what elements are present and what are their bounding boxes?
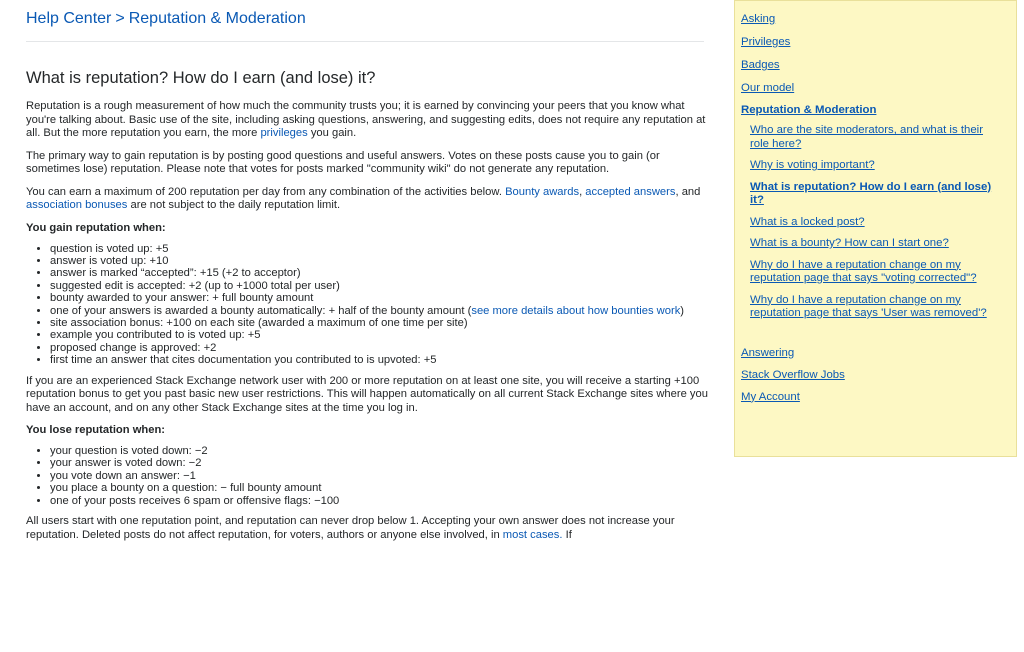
sidebar-group-reputation-moderation[interactable]: Reputation & Moderation [741, 104, 877, 116]
sidebar-sub-bounty[interactable]: What is a bounty? How can I start one? [750, 237, 949, 249]
list-item: • one of your posts receives 6 spam or offensive flags: −100 [50, 495, 716, 507]
sidebar-item-asking[interactable]: Asking [741, 13, 776, 25]
paragraph-intro [26, 100, 716, 141]
bounty-auto-text: one of your answers is awarded a bounty automatically: + half of the bounty amount ( [50, 304, 472, 317]
paragraph-network-bonus: If you are an experienced Stack Exchange network user with 200 or more reputation on at least one site, you will receive a starting +100 reputation bonus to get you past basic new user restrictions. This will happen automatically on all current Stack Exchange sites where you have an account, and on any other Stack Exchange sites at the time you log in. [26, 374, 708, 414]
paragraph-intro-tail: you gain. [307, 127, 357, 139]
paragraph-daily-limit [26, 186, 716, 213]
sidebar-sub-voting-corrected[interactable]: Why do I have a reputation change on my reputation page that says "voting corrected"? [750, 258, 977, 284]
help-sidebar [734, 0, 1017, 457]
breadcrumb [26, 10, 704, 42]
list-item: • your answer is voted down: −2 [50, 457, 716, 469]
privileges-link[interactable]: privileges [260, 127, 308, 139]
list-item: • answer is voted up: +10 [50, 255, 716, 267]
gain-reputation-list [26, 243, 716, 367]
gain-reputation-heading: You gain reputation when: [26, 221, 166, 234]
bounty-details-link[interactable]: see more details about how bounties work [471, 304, 681, 317]
bounty-auto-tail: ) [680, 304, 685, 317]
separator-and: , and [675, 185, 701, 198]
paragraph-starting-tail: If [562, 528, 572, 541]
sidebar-item-answering[interactable]: Answering [741, 346, 795, 359]
paragraph-primary-way: The primary way to gain reputation is by posting good questions and useful answers. Votes on these posts cause you to gain (or sometimes lose) reputation. Please note that votes for posts marked "community wiki" do not generate any reputation. [26, 149, 660, 175]
most-cases-link[interactable]: most cases. [502, 528, 563, 541]
paragraph-daily-limit-text: You can earn a maximum of 200 reputation per day from any combination of the activities below. [26, 185, 506, 198]
sidebar-item-our-model[interactable]: Our model [741, 82, 795, 94]
separator-comma: , [579, 185, 586, 198]
sidebar-sub-user-removed[interactable]: Why do I have a reputation change on my reputation page that says 'User was removed'? [750, 293, 987, 319]
sidebar-sub-voting-important[interactable]: Why is voting important? [750, 159, 875, 171]
list-item: • proposed change is approved: +2 [50, 342, 716, 354]
paragraph-starting-reputation [26, 515, 716, 542]
list-item: • bounty awarded to your answer: + full bounty amount [50, 292, 716, 304]
list-item: • question is voted up: +5 [50, 243, 716, 255]
sidebar-sub-what-is-reputation[interactable]: What is reputation? How do I earn (and lose) it? [750, 180, 992, 206]
article-title: What is reputation? How do I earn (and lose) it? [26, 69, 376, 87]
breadcrumb-separator: > [115, 10, 125, 27]
sidebar-sub-locked-post[interactable]: What is a locked post? [750, 215, 865, 228]
lose-reputation-heading: You lose reputation when: [26, 424, 166, 437]
sidebar-sub-moderators[interactable]: Who are the site moderators, and what is their role here? [750, 124, 983, 150]
accepted-answers-link[interactable]: accepted answers [585, 185, 676, 198]
list-item: • answer is marked “accepted”: +15 (+2 to acceptor) [50, 267, 716, 279]
list-item: • site association bonus: +100 on each site (awarded a maximum of one time per site) [50, 317, 716, 329]
association-bonuses-link[interactable]: association bonuses [26, 199, 128, 211]
breadcrumb-current-link[interactable]: Reputation & Moderation [128, 10, 306, 27]
lose-reputation-list [26, 445, 716, 507]
paragraph-intro-text: Reputation is a rough measurement of how much the community trusts you; it is earned by convincing your peers that you know what you're talking about. Basic use of the site, including asking questions, answering, and suggesting edits, does not require any reputation at all. But the more reputation you earn, the more [26, 100, 706, 139]
list-item: • example you contributed to is voted up: +5 [50, 329, 716, 341]
list-item: • your question is voted down: −2 [50, 445, 716, 457]
main-content [26, 0, 716, 551]
breadcrumb-help-center-link[interactable]: Help Center [26, 10, 112, 27]
list-item: • you vote down an answer: −1 [50, 470, 716, 482]
list-item: • first time an answer that cites documentation you contributed to is upvoted: +5 [50, 354, 716, 366]
sidebar-item-badges[interactable]: Badges [741, 59, 780, 71]
list-item: • you place a bounty on a question: − full bounty amount [50, 482, 716, 494]
sidebar-item-privileges[interactable]: Privileges [741, 36, 791, 48]
paragraph-daily-limit-tail: are not subject to the daily reputation limit. [127, 199, 341, 211]
sidebar-item-my-account[interactable]: My Account [741, 390, 800, 403]
sidebar-top-spacer [735, 1, 1016, 5]
list-item: • suggested edit is accepted: +2 (up to +1000 total per user) [50, 280, 716, 292]
bounty-awards-link[interactable]: Bounty awards [505, 185, 580, 198]
list-item [50, 305, 716, 317]
sidebar-item-jobs[interactable]: Stack Overflow Jobs [741, 368, 845, 381]
paragraph-starting-text: All users start with one reputation point, and reputation can never drop below 1. Accepting your own answer does not increase your reputation. Deleted posts do not affect reputation, for voters, authors or anyone else involved, in [26, 515, 675, 541]
